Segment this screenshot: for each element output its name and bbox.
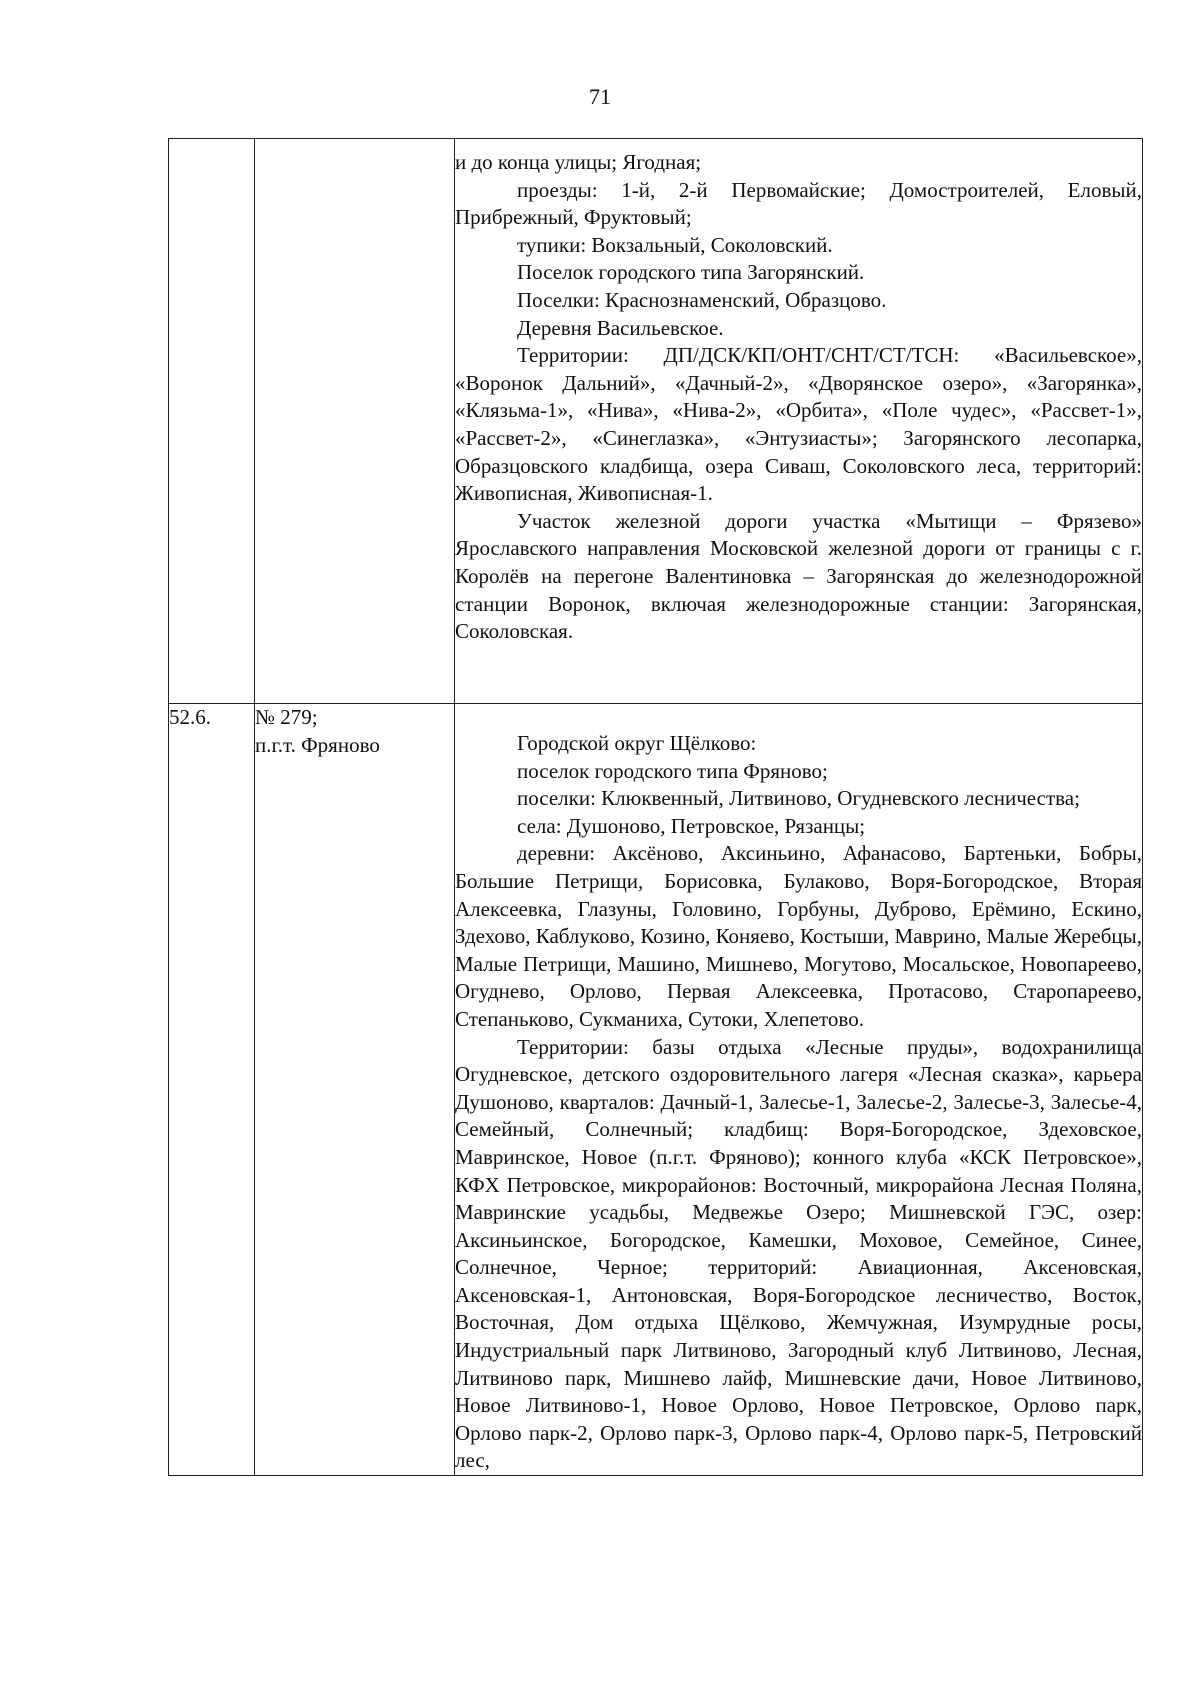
district-number: № 279;: [255, 705, 318, 729]
description-paragraph: тупики: Вокзальный, Соколовский.: [517, 232, 833, 257]
description-paragraph: Деревня Васильевское.: [517, 315, 724, 340]
description-paragraph: Участок железной дороги участка «Мытищи – Фрязево» Ярославского направления Московской железной дороги от границы с г. Королёв на перегоне Валентиновка – Загорянская до железнодорожной станции Воронок, включая железнодорожные станции: Загорянская, Соколовская.: [455, 508, 1142, 644]
description-paragraph: Поселки: Краснознаменский, Образцово.: [517, 287, 887, 312]
district-cell: [255, 704, 455, 1476]
description-cell: [455, 139, 1143, 704]
table-row: [169, 704, 1143, 1476]
districts-table: [168, 138, 1143, 1476]
table-row: [169, 139, 1143, 704]
description-paragraph: деревни: Аксёново, Аксиньино, Афанасово, Бартеньки, Бобры, Большие Петрищи, Борисовка, Булаково, Воря-Богородское, Вторая Алексеевка, Глазуны, Головино, Горбуны, Дуброво, Ерёмино, Ескино, Здехово, Каблуково, Козино, Коняево, Костыши, Маврино, Малые Жеребцы, Малые Петрищи, Машино, Мишнево, Могутово, Мосальское, Новопареево, Огуднево, Орлово, Первая Алексеевка, Протасово, Старопареево, Степаньково, Сукманиха, Сутоки, Хлепетово.: [455, 841, 1142, 1031]
description-cell: [455, 704, 1143, 1476]
description-paragraph: поселок городского типа Фряново;: [517, 758, 828, 783]
description-paragraph: и до конца улицы; Ягодная;: [455, 150, 702, 174]
description-paragraph: села: Душоново, Петровское, Рязанцы;: [517, 813, 866, 838]
page-number: 71: [589, 84, 611, 109]
description-paragraph: Территории: базы отдыха «Лесные пруды», водохранилища Огудневское, детского оздоровительного лагеря «Лесная сказка», карьера Душоново, кварталов: Дачный-1, Залесье-1, Залесье-2, Залесье-3, Залесье-4, Семейный, Солнечный; кладбищ: Воря-Богородское, Здеховское, Мавринское, Новое (п.г.т. Фряново); конного клуба «КСК Петровское», КФХ Петровское, микрорайонов: Восточный, микрорайона Лесная Поляна, Мавринские усадьбы, Медвежье Озеро; Мишневской ГЭС, озер: Аксиньинское, Богородское, Камешки, Моховое, Семейное, Синее, Солнечное, Черное; территорий: Авиационная, Аксеновская, Аксеновская-1, Антоновская, Воря-Богородское лесничество, Восток, Восточная, Дом отдыха Щёлково, Жемчужная, Изумрудные росы, Индустриальный парк Литвиново, Загородный клуб Литвиново, Лесная, Литвиново парк, Мишнево лайф, Мишневские дачи, Новое Литвиново, Новое Литвиново-1, Новое Орлово, Новое Петровское, Орлово парк, Орлово парк-2, Орлово парк-3, Орлово парк-4, Орлово парк-5, Петровский лес,: [455, 1034, 1142, 1473]
description-paragraph: проезды: 1-й, 2-й Первомайские; Домостроителей, Еловый, Прибрежный, Фруктовый;: [455, 177, 1142, 230]
description-paragraph: Поселок городского типа Загорянский.: [517, 260, 865, 285]
row-number-cell: 52.6.: [169, 704, 255, 1476]
row-number-cell: [169, 139, 255, 704]
district-cell: [255, 139, 455, 704]
description-paragraph: поселки: Клюквенный, Литвиново, Огудневского лесничества;: [517, 786, 1080, 811]
description-paragraph: Городской округ Щёлково:: [517, 731, 757, 755]
district-name: п.г.т. Фряново: [255, 732, 380, 757]
description-paragraph: Территории: ДП/ДСК/КП/ОНТ/СНТ/СТ/ТСН: «Васильевское», «Воронок Дальний», «Дачный-2», «Дворянское озеро», «Загорянка», «Клязьма-1», «Нива», «Нива-2», «Орбита», «Поле чудес», «Рассвет-1», «Рассвет-2», «Синеглазка», «Энтузиасты»; Загорянского лесопарка, Образцовского кладбища, озера Сиваш, Соколовского леса, территорий: Живописная, Живописная-1.: [455, 343, 1142, 506]
